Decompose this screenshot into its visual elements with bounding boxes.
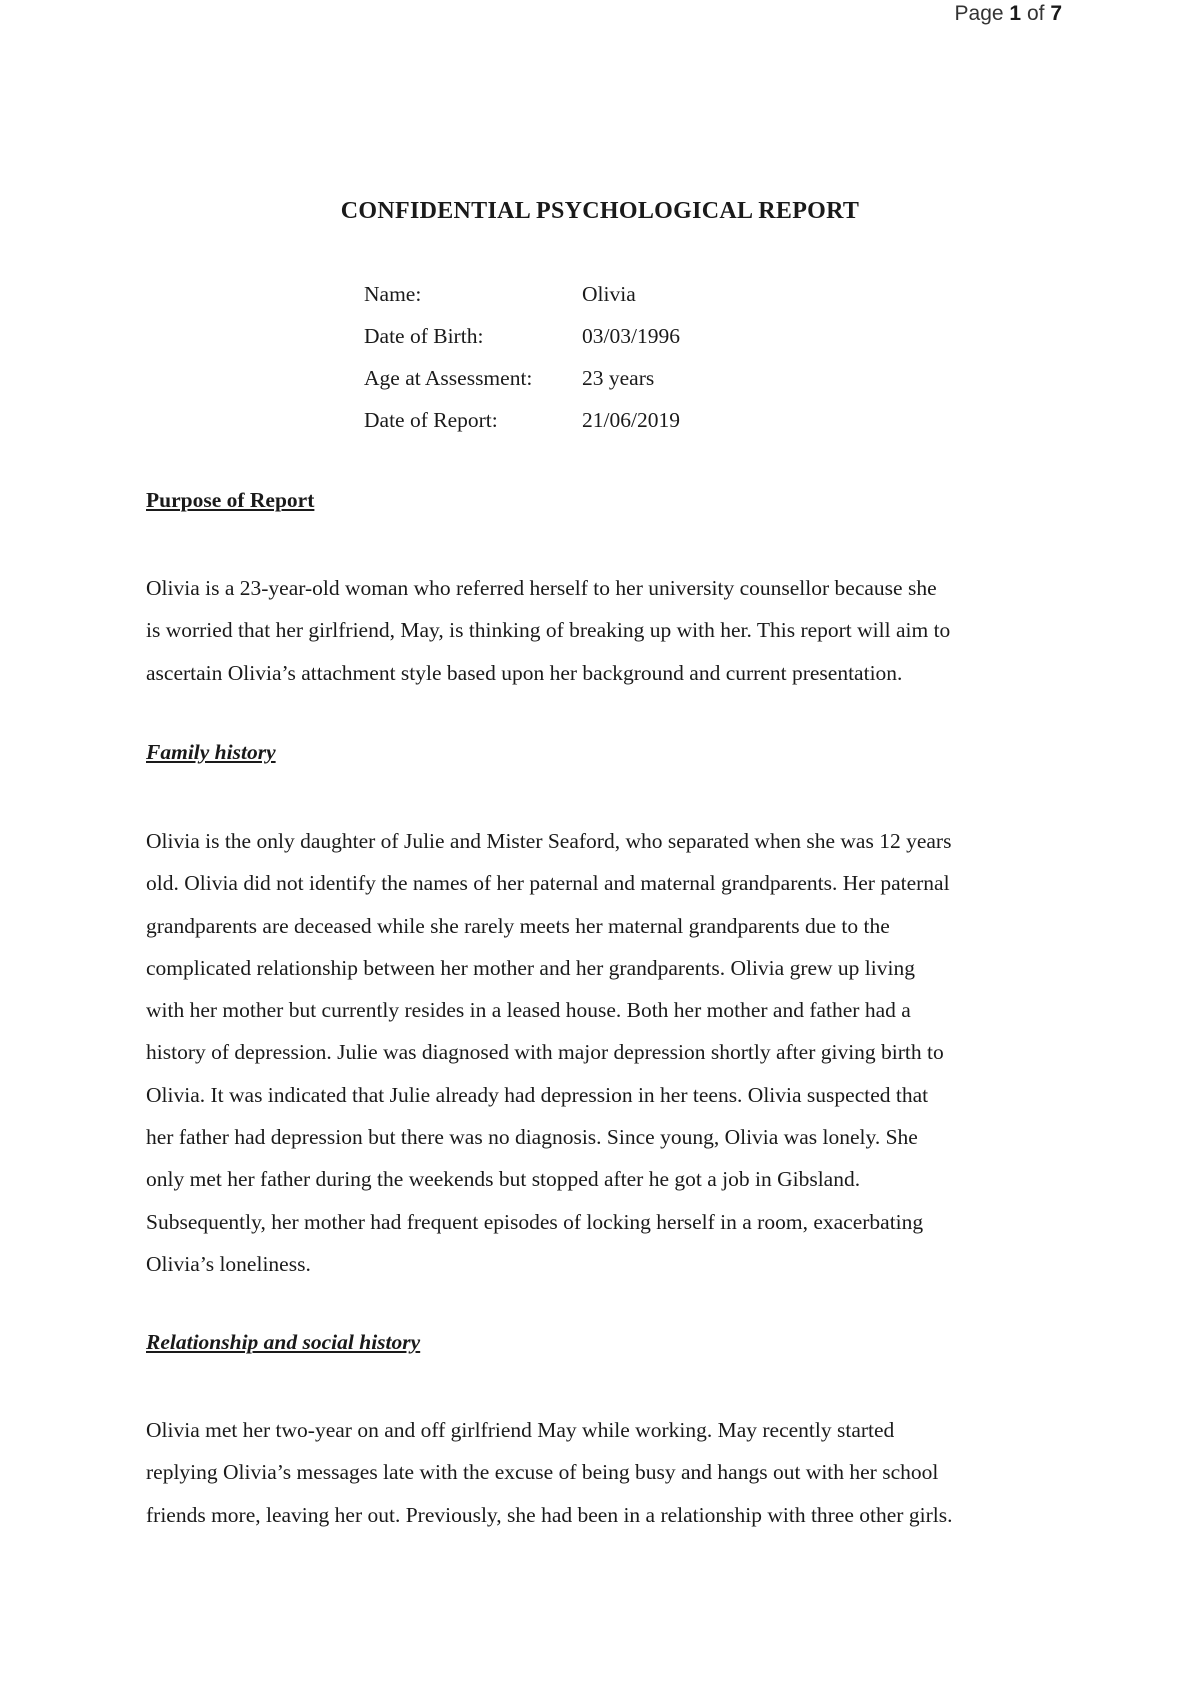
family-heading-wrap [146,740,1076,765]
paragraph-line: friends more, leaving her out. Previously, she had been in a relationship with three other girls. [146,1502,953,1527]
info-label: Name: [364,282,422,306]
paragraph-line: Olivia is the only daughter of Julie and Mister Seaford, who separated when she was 12 years [146,829,952,853]
page-counter [955,2,1062,26]
relationship-history-paragraph [146,1409,1146,1536]
paragraph-line: is worried that her girlfriend, May, is thinking of breaking up with her. This report will aim to [146,618,951,643]
info-value: 21/06/2019 [582,408,680,432]
paragraph-line: Olivia met her two-year on and off girlfriend May while working. May recently started [146,1418,895,1442]
info-label: Age at Assessment: [364,366,533,390]
paragraph-line: Subsequently, her mother had frequent episodes of locking herself in a room, exacerbating [146,1209,924,1234]
current-page-number: 1 [1009,2,1022,25]
page-counter-prefix: Page [954,2,1004,25]
paragraph-line: Olivia. It was indicated that Julie already had depression in her teens. Olivia suspected that [146,1082,929,1107]
relationship-history-heading: Relationship and social history [146,1330,421,1354]
total-page-count: 7 [1050,2,1062,25]
purpose-paragraph [146,567,1146,694]
paragraph-line: old. Olivia did not identify the names of her paternal and maternal grandparents. Her paternal [146,871,950,896]
report-title: CONFIDENTIAL PSYCHOLOGICAL REPORT [340,198,860,224]
paragraph-line: replying Olivia’s messages late with the excuse of being busy and hangs out with her school [146,1460,939,1485]
info-label: Date of Report: [364,408,498,432]
family-history-paragraph [146,820,1146,1285]
family-history-heading: Family history [146,740,276,764]
info-value: 23 years [582,366,655,390]
info-label: Date of Birth: [364,324,484,348]
info-row-age [364,363,680,405]
paragraph-line: complicated relationship between her mother and her grandparents. Olivia grew up living [146,955,915,980]
patient-info-table [364,279,680,447]
info-row-report-date [364,405,680,447]
info-row-dob [364,321,680,363]
page-counter-separator: of [1026,2,1045,25]
purpose-heading: Purpose of Report [146,488,315,512]
paragraph-line: only met her father during the weekends but stopped after he got a job in Gibsland. [146,1167,861,1192]
paragraph-line: ascertain Olivia’s attachment style based upon her background and current presentation. [146,660,903,685]
info-value: Olivia [582,282,636,306]
paragraph-line: with her mother but currently resides in a leased house. Both her mother and father had a [146,998,911,1023]
purpose-heading-wrap [146,488,1076,513]
paragraph-line: Olivia’s loneliness. [146,1251,311,1276]
paragraph-line: history of depression. Julie was diagnosed with major depression shortly after giving birth to [146,1040,944,1065]
relationship-heading-wrap [146,1330,1076,1355]
info-row-name [364,279,680,321]
paragraph-line: Olivia is a 23-year-old woman who referred herself to her university counsellor because she [146,576,937,600]
info-value: 03/03/1996 [582,324,680,348]
paragraph-line: her father had depression but there was no diagnosis. Since young, Olivia was lonely. She [146,1125,918,1150]
paragraph-line: grandparents are deceased while she rarely meets her maternal grandparents due to the [146,913,890,938]
